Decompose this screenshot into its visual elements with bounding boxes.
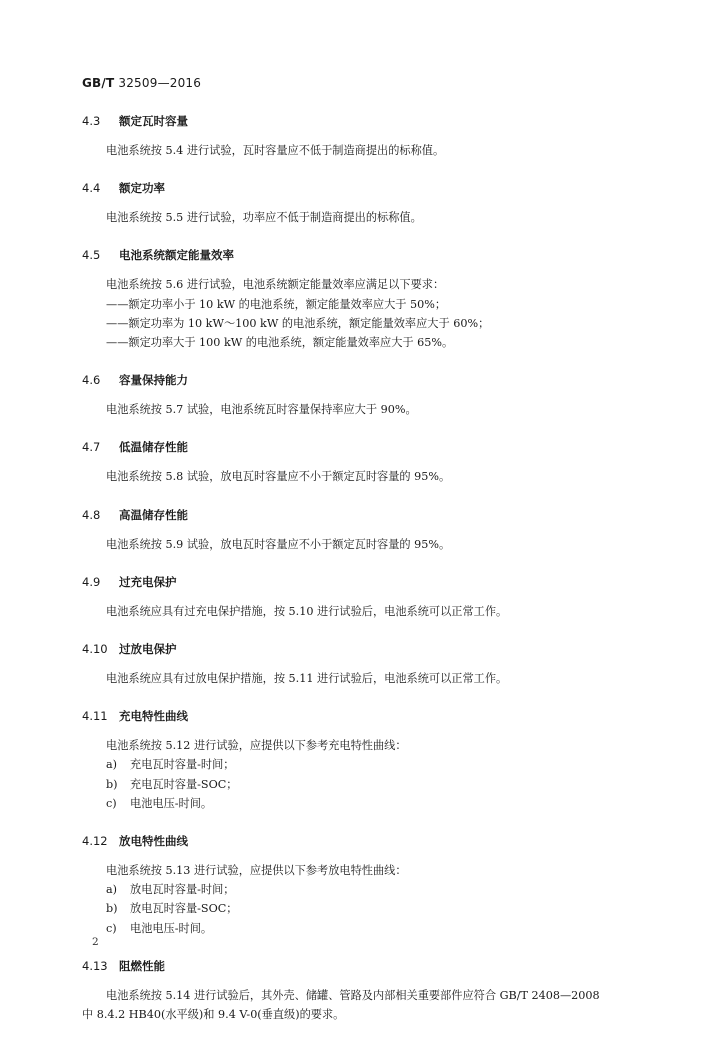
section-4-4 xyxy=(82,179,642,227)
section-number: 4.9 xyxy=(82,574,101,589)
paragraph-line: 中 8.4.2 HB40(水平级)和 9.4 V-0(垂直级)的要求。 xyxy=(82,1008,345,1022)
paragraph-line: 电池系统按 5.7 试验，电池系统瓦时容量保持率应大于 90%。 xyxy=(106,403,417,417)
list-item-text: 电池电压-时间。 xyxy=(130,796,213,810)
document-body xyxy=(82,112,642,1043)
list-marker: c) xyxy=(106,921,117,935)
section-title: 高温储存性能 xyxy=(119,507,188,522)
list-marker: b) xyxy=(106,777,118,791)
list-marker: a) xyxy=(106,883,118,897)
section-number: 4.8 xyxy=(82,507,101,522)
section-title: 额定功率 xyxy=(119,181,165,196)
section-heading xyxy=(82,832,642,850)
standard-number: 32509—2016 xyxy=(118,76,202,90)
list-item xyxy=(82,880,642,899)
dash-list-item: ——额定功率大于 100 kW 的电池系统，额定能量效率应大于 65%。 xyxy=(106,336,454,350)
list-item-text: 充电瓦时容量-时间； xyxy=(130,758,235,772)
section-number: 4.6 xyxy=(82,373,101,388)
paragraph-line: 电池系统按 5.9 试验，放电瓦时容量应不小于额定瓦时容量的 95%。 xyxy=(106,537,451,551)
page-header xyxy=(82,76,201,90)
section-heading xyxy=(82,179,642,197)
list-item xyxy=(82,899,642,918)
dash-list-item: ——额定功率小于 10 kW 的电池系统，额定能量效率应大于 50%； xyxy=(106,297,447,311)
list-item xyxy=(82,755,642,774)
section-title: 充电特性曲线 xyxy=(119,709,188,724)
paragraph-line: 电池系统按 5.13 进行试验，应提供以下参考放电特性曲线： xyxy=(106,864,407,878)
section-body xyxy=(82,141,642,160)
paragraph-line: 电池系统按 5.4 进行试验，瓦时容量应不低于制造商提出的标称值。 xyxy=(106,144,445,157)
paragraph-line: 电池系统应具有过充电保护措施，按 5.10 进行试验后，电池系统可以正常工作。 xyxy=(106,604,508,618)
section-title: 容量保持能力 xyxy=(119,373,188,388)
section-body xyxy=(82,736,642,813)
section-heading xyxy=(82,573,642,591)
list-marker: b) xyxy=(106,902,118,916)
section-4-8 xyxy=(82,506,642,554)
section-4-10 xyxy=(82,640,642,688)
section-number: 4.12 xyxy=(82,834,108,849)
section-body xyxy=(82,467,642,486)
section-body xyxy=(82,535,642,554)
section-4-7 xyxy=(82,438,642,486)
section-4-6 xyxy=(82,371,642,419)
section-heading xyxy=(82,957,642,975)
section-title: 过充电保护 xyxy=(119,574,177,589)
standard-prefix: GB/T xyxy=(82,76,115,90)
paragraph-line: 电池系统按 5.8 试验，放电瓦时容量应不小于额定瓦时容量的 95%。 xyxy=(106,470,451,484)
list-item-text: 电池电压-时间。 xyxy=(130,921,213,935)
paragraph-line: 电池系统按 5.12 进行试验，应提供以下参考充电特性曲线： xyxy=(106,739,407,753)
section-body xyxy=(82,275,642,352)
section-body xyxy=(82,602,642,621)
list-item-text: 放电瓦时容量-SOC； xyxy=(130,902,238,916)
section-body xyxy=(82,400,642,419)
section-heading xyxy=(82,640,642,658)
section-4-12 xyxy=(82,832,642,938)
section-title: 低温储存性能 xyxy=(119,440,188,455)
section-heading xyxy=(82,438,642,456)
paragraph-line: 电池系统按 5.14 进行试验后，其外壳、储罐、管路及内部相关重要部件应符合 GB/T 2408—2008 xyxy=(106,988,600,1002)
section-title: 额定瓦时容量 xyxy=(119,114,188,128)
section-title: 过放电保护 xyxy=(119,642,177,657)
section-body xyxy=(82,208,642,227)
list-item-text: 放电瓦时容量-时间； xyxy=(130,883,235,897)
paragraph-line: 电池系统按 5.5 进行试验，功率应不低于制造商提出的标称值。 xyxy=(106,211,422,225)
section-number: 4.10 xyxy=(82,642,108,657)
list-item xyxy=(82,919,642,938)
section-body xyxy=(82,861,642,938)
section-heading xyxy=(82,506,642,524)
section-number: 4.7 xyxy=(82,440,101,455)
list-marker: a) xyxy=(106,758,118,772)
page-number: 2 xyxy=(92,936,99,948)
section-title: 阻燃性能 xyxy=(119,958,165,973)
section-4-11 xyxy=(82,707,642,813)
section-number: 4.5 xyxy=(82,248,101,263)
section-4-13 xyxy=(82,957,642,1024)
section-body xyxy=(82,669,642,688)
section-title: 电池系统额定能量效率 xyxy=(119,248,234,263)
section-number: 4.3 xyxy=(82,114,101,128)
section-number: 4.4 xyxy=(82,181,101,196)
section-number: 4.11 xyxy=(82,709,108,724)
paragraph-line: 电池系统应具有过放电保护措施，按 5.11 进行试验后，电池系统可以正常工作。 xyxy=(106,672,508,686)
section-number: 4.13 xyxy=(82,958,108,973)
list-item xyxy=(82,794,642,813)
list-item xyxy=(82,775,642,794)
dash-list-item: ——额定功率为 10 kW～100 kW 的电池系统，额定能量效率应大于 60%； xyxy=(106,316,490,330)
section-heading xyxy=(82,112,642,130)
section-heading xyxy=(82,246,642,264)
section-heading xyxy=(82,707,642,725)
section-heading xyxy=(82,371,642,389)
section-4-9 xyxy=(82,573,642,621)
list-item-text: 充电瓦时容量-SOC； xyxy=(130,777,238,791)
paragraph-line: 电池系统按 5.6 进行试验，电池系统额定能量效率应满足以下要求： xyxy=(106,278,445,292)
list-marker: c) xyxy=(106,796,117,810)
section-body xyxy=(82,986,642,1024)
section-title: 放电特性曲线 xyxy=(119,834,188,849)
section-4-3 xyxy=(82,112,642,160)
section-4-5 xyxy=(82,246,642,352)
